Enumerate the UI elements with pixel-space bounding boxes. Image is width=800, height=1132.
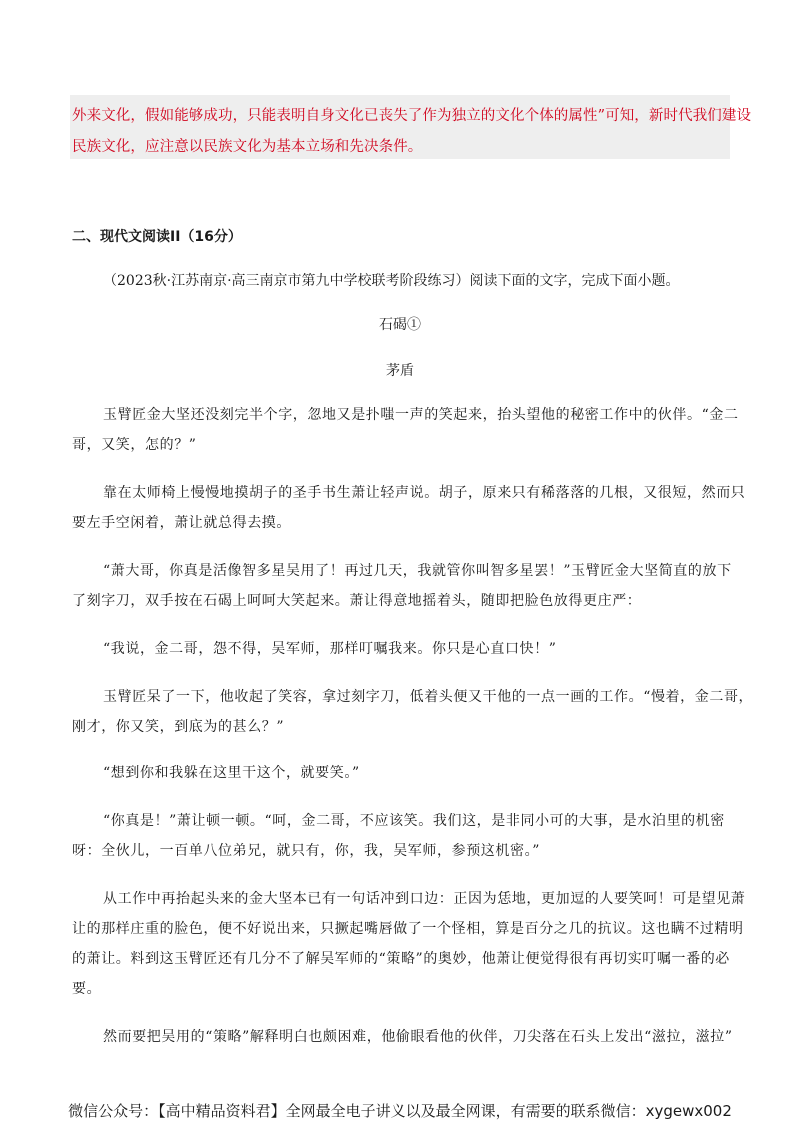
paragraph-line: 从工作中再抬起头来的金大坚本已有一句话冲到口边：正因为恁地，更加逗的人要笑呵！可是望见萧 xyxy=(103,891,746,907)
paragraph-line: “萧大哥，你真是活像智多星吴用了！再过几天，我就管你叫智多星罢！”玉臂匠金大坚简直的放下 xyxy=(103,563,732,579)
answer-line-2: 民族文化，应注意以民族文化为基本立场和先决条件。 xyxy=(72,139,423,155)
answer-line-1: 外来文化，假如能够成功，只能表明自身文化已丧失了作为独立的文化个体的属性”可知，新时代我们建设 xyxy=(72,108,752,124)
paragraph-line: 靠在太师椅上慢慢地摸胡子的圣手书生萧让轻声说。胡子，原来只有稀落落的几根，又很短，然而只 xyxy=(103,485,746,501)
paragraph-line: 玉臂匠呆了一下，他收起了笑容，拿过刻字刀，低着头便又干他的一点一画的工作。“慢着，金二哥， xyxy=(103,689,754,705)
footer-watermark-text: 微信公众号：【高中精品资料君】全网最全电子讲义以及最全网课，有需要的联系微信：xygewx002 xyxy=(68,1102,732,1120)
paragraph-line: 刚才，你又笑，到底为的甚么？” xyxy=(72,719,285,735)
article-author: 茅盾 xyxy=(386,363,414,379)
article-title: 石碣① xyxy=(379,317,421,333)
paragraph-line: “想到你和我躲在这里干这个，就要笑。” xyxy=(103,765,360,781)
paragraph-line: 要。 xyxy=(72,981,102,997)
paragraph-line: 的萧让。料到这玉臂匠还有几分不了解吴军师的“策略”的奥妙，他萧让便觉得很有再切实叮嘱一番的必 xyxy=(72,951,730,967)
section-title: 二、现代文阅读II（16分） xyxy=(72,229,242,245)
paragraph-line: 让的那样庄重的脸色，便不好说出来，只撅起嘴唇做了一个怪相，算是百分之几的抗议。这也瞒不过精明 xyxy=(72,921,744,937)
paragraph-line: “我说，金二哥，怨不得，吴军师，那样叮嘱我来。你只是心直口快！” xyxy=(103,641,557,657)
paragraph-line: “你真是！”萧让顿一顿。“呵，金二哥，不应该笑。我们这，是非同小可的大事，是水泊里的机密 xyxy=(103,813,725,829)
paragraph-line: 了刻字刀，双手按在石碣上呵呵大笑起来。萧让得意地摇着头，随即把脸色放得更庄严： xyxy=(72,593,642,609)
paragraph-line: 要左手空闲着，萧让就总得去摸。 xyxy=(72,515,291,531)
paragraph-line: 呀：全伙儿，一百单八位弟兄，就只有，你，我，吴军师，参预这机密。” xyxy=(72,843,540,859)
source-note: （2023秋·江苏南京·高三南京市第九中学校联考阶段练习）阅读下面的文字，完成下面小题。 xyxy=(103,273,680,289)
paragraph-line: 哥，又笑，怎的？” xyxy=(72,437,197,453)
paragraph-line: 玉臂匠金大坚还没刻完半个字，忽地又是扑嗤一声的笑起来，抬头望他的秘密工作中的伙伴。“金二 xyxy=(103,407,739,423)
paragraph-line: 然而要把吴用的“策略”解释明白也颇困难，他偷眼看他的伙伴，刀尖落在石头上发出“滋拉，滋拉” xyxy=(103,1029,733,1045)
